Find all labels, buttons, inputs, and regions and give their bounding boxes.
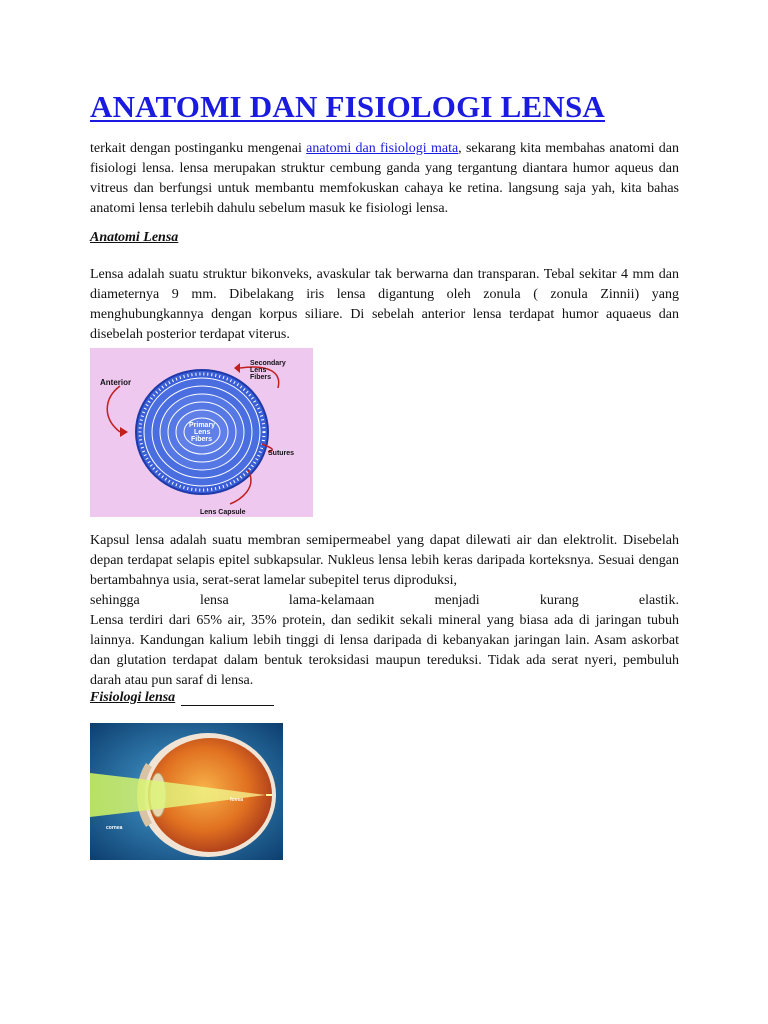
intro-text-after-link: , sekarang kita membahas anatomi dan fisiologi lensa. lensa merupakan struktur cembung ganda yang tergantung diantara humor aqueus dan vitreus dan berfungsi untuk membantu memfokuskan cahaya ke retina. langsung saja yah, kita bahas anatomi lensa terlebih dahulu sebelum masuk ke fisiologi lensa. xyxy=(90,141,679,216)
lens-structure-figure xyxy=(90,348,313,517)
intro-text-before-link: terkait dengan postinganku mengenai xyxy=(90,141,307,156)
label-primary-3: Fibers xyxy=(191,436,213,443)
page-title: ANATOMI DAN FISIOLOGI LENSA xyxy=(90,89,605,124)
label-secondary-3: Fibers xyxy=(250,374,272,381)
label-sutures: Sutures xyxy=(268,450,295,457)
eye-cross-section-figure xyxy=(90,723,283,860)
label-cornea: cornea xyxy=(106,825,123,831)
label-secondary-2: Lens xyxy=(250,367,267,374)
anatomi-lensa-heading: Anatomi Lensa xyxy=(90,230,179,245)
justified-word: menjadi xyxy=(434,593,480,608)
fisiologi-lensa-heading: Fisiologi lensa xyxy=(90,690,176,705)
kapsul-text-part2: Lensa terdiri dari 65% air, 35% protein, dan sedikit sekali mineral yang biasa ada di jaringan tubuh lainnya. Kandungan kalium lebih tinggi di lensa daripada di kebanyakan jaringan lain. Asam askorbat dan glutation terdapat dalam bentuk teroksidasi maupun tereduksi. Tidak ada serat nyeri, pembuluh darah atau pun saraf di lensa. xyxy=(90,613,679,688)
justified-word: lama-kelamaan xyxy=(288,593,375,608)
anatomi-fisiologi-mata-link[interactable]: anatomi dan fisiologi mata xyxy=(306,141,459,156)
justified-word: sehingga xyxy=(90,593,140,608)
kapsul-paragraph xyxy=(90,531,679,691)
heading-underline-rule xyxy=(181,705,274,706)
justified-word: kurang xyxy=(539,593,579,608)
label-fovea: fovea xyxy=(230,797,244,803)
label-anterior: Anterior xyxy=(100,378,132,387)
intro-paragraph xyxy=(90,139,679,219)
kapsul-justified-line xyxy=(90,591,679,611)
anatomi-paragraph: Lensa adalah suatu struktur bikonveks, avaskular tak berwarna dan transparan. Tebal sekitar 4 mm dan diameternya 9 mm. Dibelakang iris lensa digantung oleh zonula ( zonula Zinnii) yang menghubungkannya dengan korpus siliare. Di sebelah anterior lensa terdapat humor aquaeus dan disebelah posterior terdapat viterus. xyxy=(90,267,679,342)
label-primary-2: Lens xyxy=(194,429,211,436)
kapsul-text-part1: Kapsul lensa adalah suatu membran semipermeabel yang dapat dilewati air dan elektrolit. Disebelah depan terdapat selapis epitel subkapsular. Nukleus lensa lebih keras daripada korteksnya. Sesuai dengan bertambahnya usia, serat-serat lamelar subepitel terus diproduksi, xyxy=(90,533,679,588)
label-lens-capsule: Lens Capsule xyxy=(200,509,246,516)
label-secondary-1: Secondary xyxy=(250,360,286,367)
justified-word: lensa xyxy=(199,593,229,608)
label-primary-1: Primary xyxy=(189,422,216,429)
justified-word: elastik. xyxy=(638,593,679,608)
